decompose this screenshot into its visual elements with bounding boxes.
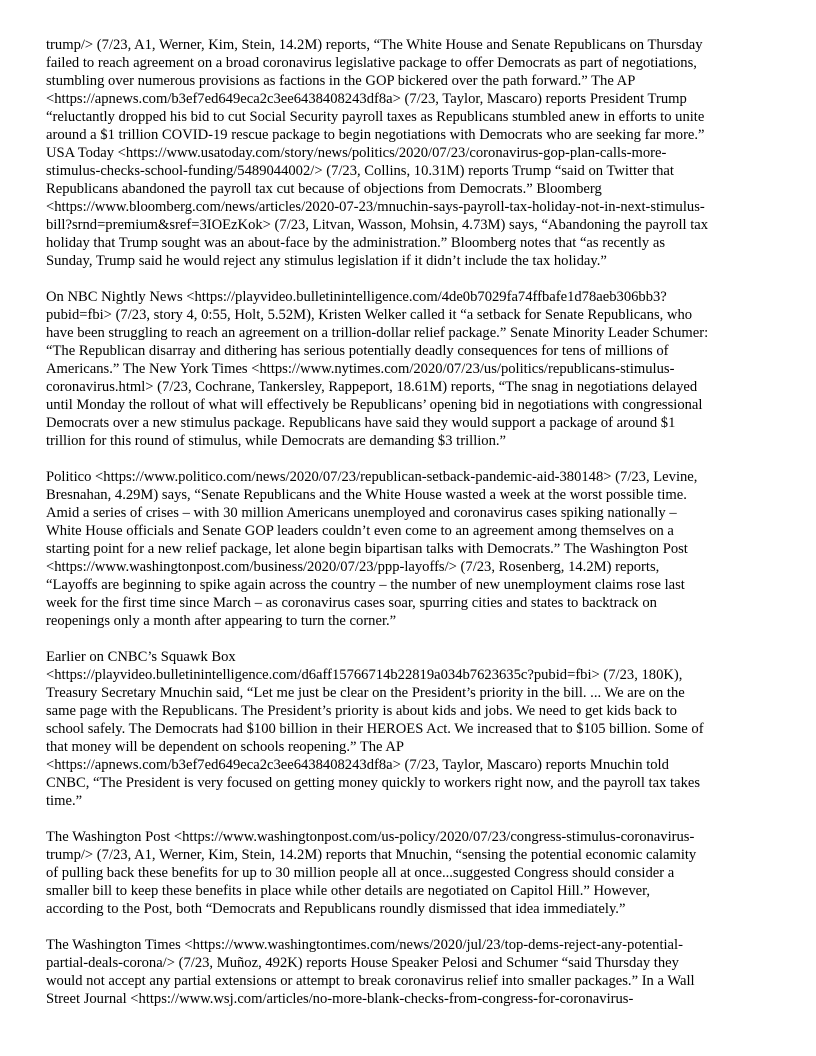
paragraph-senate-republicans-package: trump/> (7/23, A1, Werner, Kim, Stein, 14.2M) reports, “The White House and Senate Republicans on Thursday failed to reach agreement on a broad coronavirus legislative package to offer Democrats as part of negotiations, stumbling over numerous provisions as factions in the GOP bickered over the path forward.” The AP <https://apnews.com/b3ef7ed649eca2c3ee6438408243df8a> (7/23, Taylor, Mascaro) reports President Trump “reluctantly dropped his bid to cut Social Security payroll taxes as Republicans stumbled anew in efforts to unite around a $1 trillion COVID-19 rescue package to begin negotiations with Democrats who are seeking far more.” USA Today <https://www.usatoday.com/story/news/politics/2020/07/23/coronavirus-gop-plan-calls-more- stimulus-checks-school-funding/5489044002/> (7/23, Collins, 10.31M) reports Trump “said on Twitter that Republicans abandoned the payroll tax cut because of objections from Democrats.” Bloomberg <https://www.bloomberg.com/news/articles/2020-07-23/mnuchin-says-payroll-tax-holiday-not-in-next-stimulus- bill?srnd=premium&sref=3IOEzKok> (7/23, Litvan, Wasson, Mohsin, 4.73M) says, “Abandoning the payroll tax holiday that Trump sought was an about-face by the administration.” Bloomberg notes that “as recently as Sunday, Trump said he would reject any stimulus legislation if it didn’t include the tax holiday.” — [46, 37, 709, 269]
paragraph-washington-times: The Washington Times <https://www.washingtontimes.com/news/2020/jul/23/top-dems-reject-any-potential- partial-deals-corona/> (7/23, Muñoz, 492K) reports House Speaker Pelosi and Schumer “said Thursday they would not accept any partial extensions or attempt to break coronavirus relief into smaller packages.” In a Wall Street Journal <https://www.wsj.com/articles/no-more-blank-checks-from-congress-for-coronavirus- — [46, 937, 695, 1007]
document-page — [46, 36, 806, 1026]
paragraph-cnbc-squawk-box: Earlier on CNBC’s Squawk Box <https://playvideo.bulletinintelligence.com/d6aff15766714b22819a034b7623635c?pubid=fbi> (7/23, 180K), Treasury Secretary Mnuchin said, “Let me just be clear on the President’s priority in the bill. ... We are on the same page with the Republicans. The President’s priority is about kids and jobs. We need to get kids back to school safely. The Democrats had $100 billion in their HEROES Act. We increased that to $105 billion. Some of that money will be dependent on schools reopening.” The AP <https://apnews.com/b3ef7ed649eca2c3ee6438408243df8a> (7/23, Taylor, Mascaro) reports Mnuchin told CNBC, “The President is very focused on getting money quickly to workers right now, and the payroll tax takes time.” — [46, 649, 704, 809]
paragraph-politico: Politico <https://www.politico.com/news/2020/07/23/republican-setback-pandemic-aid-380148> (7/23, Levine, Bresnahan, 4.29M) says, “Senate Republicans and the White House wasted a week at the worst possible time. Amid a series of crises – with 30 million Americans unemployed and coronavirus cases spiking nationally – White House officials and Senate GOP leaders couldn’t even come to an agreement among themselves on a starting point for a new relief package, let alone begin bipartisan talks with Democrats.” The Washington Post <https://www.washingtonpost.com/business/2020/07/23/ppp-layoffs/> (7/23, Rosenberg, 14.2M) reports, “Layoffs are beginning to spike again across the country – the number of new unemployment claims rose last week for the first time since March – as coronavirus cases soar, spurring cities and states to backtrack on reopenings only a month after appearing to turn the corner.” — [46, 469, 698, 629]
paragraph-washington-post-mnuchin: The Washington Post <https://www.washingtonpost.com/us-policy/2020/07/23/congress-stimulus-coronavirus- trump/> (7/23, A1, Werner, Kim, Stein, 14.2M) reports that Mnuchin, “sensing the potential economic calamity of pulling back these benefits for up to 30 million people all at once...suggested Congress should consider a smaller bill to keep these benefits in place while other details are negotiated on Capitol Hill.” However, according to the Post, both “Democrats and Republicans roundly dismissed that idea immediately.” — [46, 829, 697, 917]
paragraph-nbc-nightly-news: On NBC Nightly News <https://playvideo.bulletinintelligence.com/4de0b7029fa74ffbafe1d78aeb306bb3? pubid=fbi> (7/23, story 4, 0:55, Holt, 5.52M), Kristen Welker called it “a setback for Senate Republicans, who have been struggling to reach an agreement on a trillion-dollar relief package.” Senate Minority Leader Schumer: “The Republican disarray and dithering has serious potentially deadly consequences for tens of millions of Americans.” The New York Times <https://www.nytimes.com/2020/07/23/us/politics/republicans-stimulus- coronavirus.html> (7/23, Cochrane, Tankersley, Rappeport, 18.61M) reports, “The snag in negotiations delayed until Monday the rollout of what will effectively be Republicans’ opening bid in negotiations with congressional Democrats over a new stimulus package. Republicans have said they would support a package of around $1 trillion for this round of stimulus, while Democrats are demanding $3 trillion.” — [46, 289, 709, 449]
